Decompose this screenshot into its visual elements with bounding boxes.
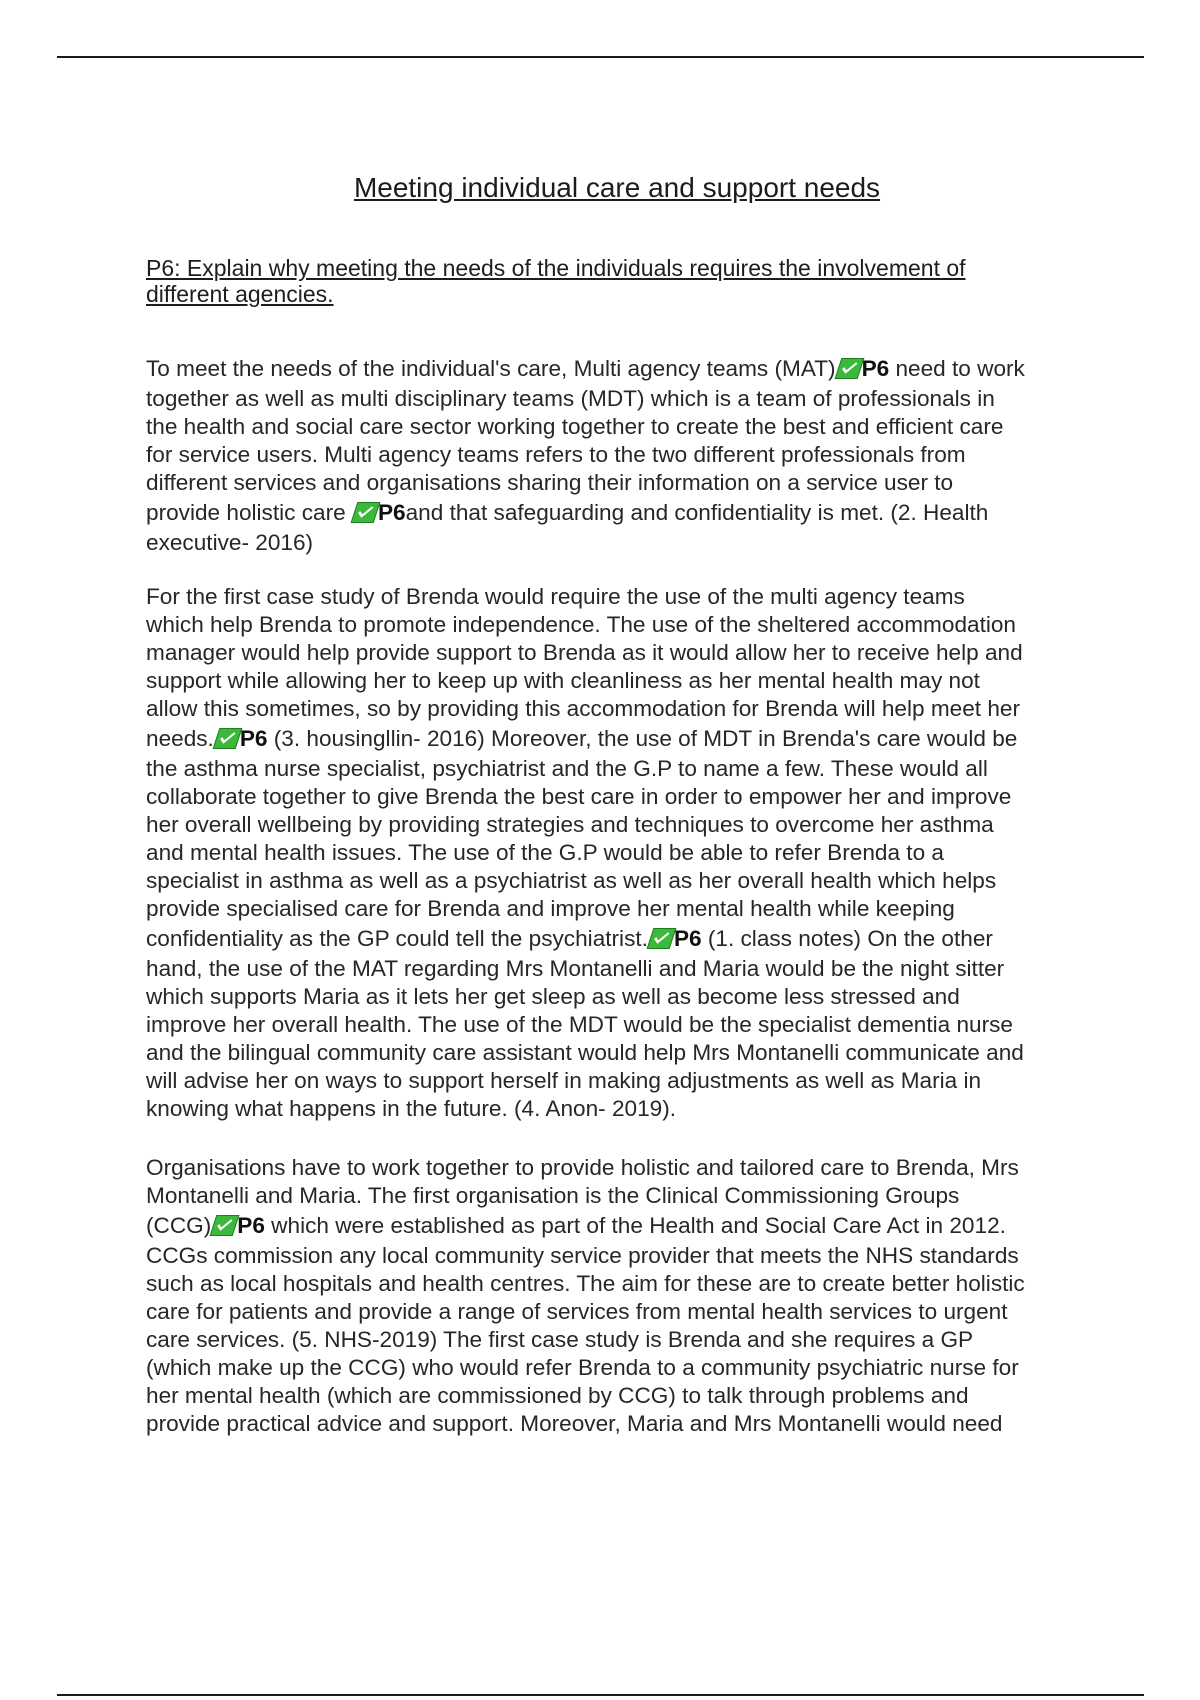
checkmark-icon <box>212 728 242 749</box>
text-line <box>146 583 1092 611</box>
text-line <box>146 723 1092 755</box>
text-line <box>146 695 1092 723</box>
text-segment: manager would help provide support to Brenda as it would allow her to receive help and <box>146 640 1023 665</box>
text-segment: For the first case study of Brenda would require the use of the multi agency teams <box>146 584 965 609</box>
text-line <box>146 611 1092 639</box>
text-segment: and mental health issues. The use of the G.P would be able to refer Brenda to a <box>146 840 944 865</box>
text-segment: To meet the needs of the individual's care, Multi agency teams (MAT) <box>146 356 836 381</box>
text-segment: Montanelli and Maria. The first organisation is the Clinical Commissioning Groups <box>146 1183 960 1208</box>
text-segment: specialist in asthma as well as a psychiatrist as well as her overall health which helps <box>146 868 997 893</box>
text-segment: provide practical advice and support. Moreover, Maria and Mrs Montanelli would need <box>146 1411 1003 1436</box>
text-segment: and the bilingual community care assistant would help Mrs Montanelli communicate and <box>146 1040 1024 1065</box>
text-segment: knowing what happens in the future. (4. Anon- 2019). <box>146 1096 677 1121</box>
text-segment: her mental health (which are commissioned by CCG) to talk through problems and <box>146 1383 969 1408</box>
text-line <box>146 955 1092 983</box>
text-segment: CCGs commission any local community service provider that meets the NHS standards <box>146 1243 1019 1268</box>
text-line <box>146 867 1092 895</box>
text-segment: the asthma nurse specialist, psychiatrist and the G.P to name a few. These would all <box>146 756 988 781</box>
question-heading <box>146 255 1046 307</box>
text-segment: confidentiality as the GP could tell the psychiatrist. <box>146 926 648 951</box>
text-segment: which were established as part of the Health and Social Care Act in 2012. <box>264 1213 1006 1238</box>
text-line <box>146 1011 1092 1039</box>
grade-marker-label: P6 <box>673 926 702 951</box>
text-segment: different services and organisations sharing their information on a service user to <box>146 470 954 495</box>
text-line <box>146 497 1092 529</box>
text-segment: improve her overall health. The use of the MDT would be the specialist dementia nurse <box>146 1012 1013 1037</box>
grade-marker-label: P6 <box>239 726 268 751</box>
text-line <box>146 353 1092 385</box>
document-title: Meeting individual care and support needs <box>353 172 881 203</box>
text-line <box>146 1067 1092 1095</box>
text-line <box>146 1095 1092 1123</box>
text-segment: (3. housingllin- 2016) Moreover, the use of MDT in Brenda's care would be <box>267 726 1018 751</box>
text-line <box>146 1382 1092 1410</box>
text-segment: (which make up the CCG) who would refer Brenda to a community psychiatric nurse for <box>146 1355 1019 1380</box>
text-line <box>146 895 1092 923</box>
text-segment: will advise her on ways to support herself in making adjustments as well as Maria in <box>146 1068 982 1093</box>
text-segment: collaborate together to give Brenda the best care in order to empower her and improve <box>146 784 1012 809</box>
text-line <box>146 1410 1092 1438</box>
text-segment: care for patients and provide a range of services from mental health services to urgent <box>146 1299 1008 1324</box>
paragraph-organisations <box>146 1154 1092 1438</box>
question-line: different agencies. <box>146 281 334 307</box>
text-segment: (CCG) <box>146 1213 212 1238</box>
text-line <box>146 783 1092 811</box>
text-line <box>146 1298 1092 1326</box>
text-line <box>146 1154 1092 1182</box>
text-segment: her overall wellbeing by providing strategies and techniques to overcome her asthma <box>146 812 994 837</box>
text-segment: (1. class notes) On the other <box>701 926 993 951</box>
checkmark-icon <box>834 358 864 379</box>
text-segment: together as well as multi disciplinary teams (MDT) which is a team of professionals in <box>146 386 995 411</box>
text-line <box>146 1242 1092 1270</box>
text-line <box>146 811 1092 839</box>
text-line <box>146 1270 1092 1298</box>
text-line <box>146 639 1092 667</box>
paragraph-case-study <box>146 583 1092 1123</box>
header-rule <box>57 56 1144 58</box>
text-line <box>146 1039 1092 1067</box>
text-line <box>146 1326 1092 1354</box>
text-segment: provide specialised care for Brenda and improve her mental health while keeping <box>146 896 955 921</box>
text-segment: and that safeguarding and confidentiality is met. (2. Health <box>405 500 989 525</box>
text-line <box>146 1182 1092 1210</box>
text-segment: allow this sometimes, so by providing this accommodation for Brenda will help meet her <box>146 696 1021 721</box>
text-segment: provide holistic care <box>146 500 352 525</box>
text-segment: support while allowing her to keep up with cleanliness as her mental health may not <box>146 668 980 693</box>
text-line <box>146 441 1092 469</box>
paragraph-mat-mdt <box>146 353 1092 557</box>
text-line <box>146 385 1092 413</box>
text-line <box>146 839 1092 867</box>
checkmark-icon <box>210 1215 240 1236</box>
text-segment: the health and social care sector working together to create the best and efficient care <box>146 414 1004 439</box>
text-line <box>146 1210 1092 1242</box>
text-line <box>146 667 1092 695</box>
text-segment: Organisations have to work together to provide holistic and tailored care to Brenda, Mrs <box>146 1155 1019 1180</box>
text-segment: care services. (5. NHS-2019) The first case study is Brenda and she requires a GP <box>146 1327 974 1352</box>
text-segment: hand, the use of the MAT regarding Mrs Montanelli and Maria would be the night sitter <box>146 956 1005 981</box>
footer-rule <box>57 1694 1144 1696</box>
text-line <box>146 413 1092 441</box>
text-line <box>146 469 1092 497</box>
text-segment: such as local hospitals and health centres. The aim for these are to create better holistic <box>146 1271 1025 1296</box>
text-segment: need to work <box>889 356 1025 381</box>
text-segment: needs. <box>146 726 214 751</box>
text-line <box>146 755 1092 783</box>
text-segment: for service users. Multi agency teams refers to the two different professionals from <box>146 442 966 467</box>
checkmark-icon <box>351 502 381 523</box>
grade-marker-label: P6 <box>861 356 890 381</box>
grade-marker-label: P6 <box>237 1213 265 1238</box>
text-line <box>146 1354 1092 1382</box>
checkmark-icon <box>647 928 677 949</box>
text-line <box>146 923 1092 955</box>
text-segment: executive- 2016) <box>146 530 314 555</box>
text-line <box>146 983 1092 1011</box>
text-segment: which help Brenda to promote independence. The use of the sheltered accommodation <box>146 612 1017 637</box>
text-segment: which supports Maria as it lets her get sleep as well as become less stressed and <box>146 984 960 1009</box>
question-line: P6: Explain why meeting the needs of the individuals requires the involvement of <box>146 255 966 281</box>
grade-marker-label: P6 <box>377 500 406 525</box>
text-line <box>146 529 1092 557</box>
